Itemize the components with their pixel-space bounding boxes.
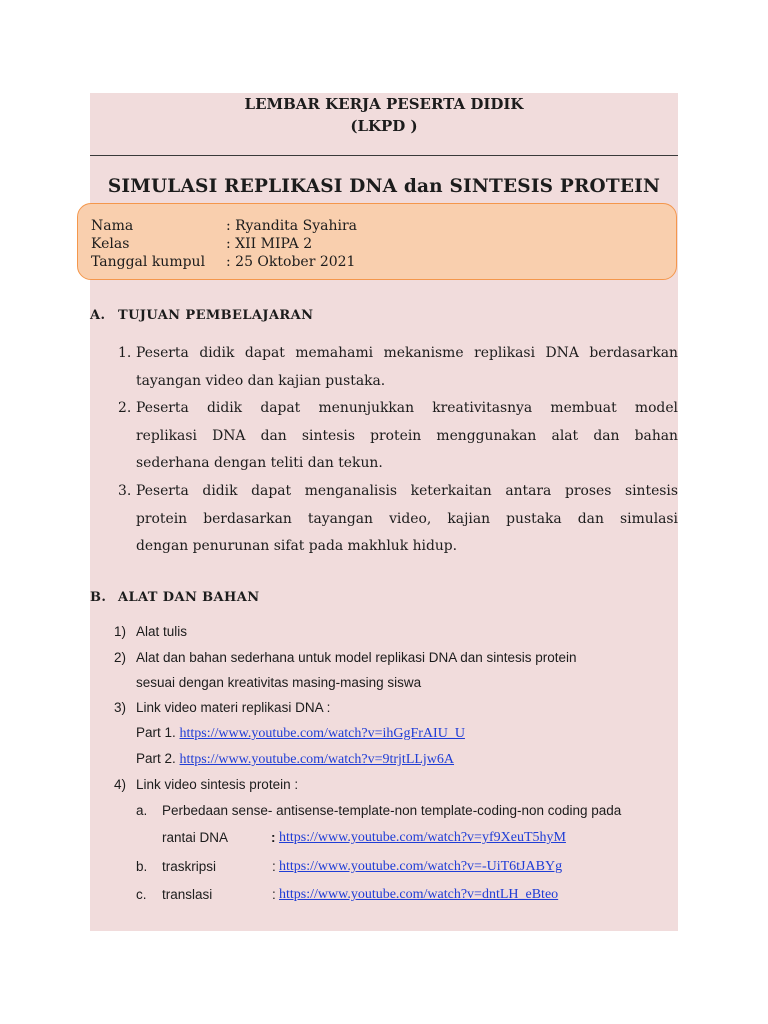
identity-label: Nama bbox=[91, 218, 134, 234]
header-line-2: (LKPD ) bbox=[350, 117, 418, 135]
material-item: Link video sintesis protein : bbox=[136, 777, 299, 792]
material-item: Alat tulis bbox=[136, 624, 188, 639]
material-item: Alat dan bahan sederhana untuk model replikasi DNA dan sintesis protein bbox=[136, 650, 577, 665]
header-line-1: LEMBAR KERJA PESERTA DIDIK bbox=[244, 95, 524, 113]
sub-item-text: Perbedaan sense- antisense-template-non template-coding-non coding pada bbox=[162, 803, 622, 818]
replication-part-1-link[interactable]: https://www.youtube.com/watch?v=ihGgFrAIU_U bbox=[179, 726, 465, 741]
replication-part-2: Part 2. https://www.youtube.com/watch?v=9trjtLLjw6A bbox=[136, 751, 455, 767]
replication-part-1: Part 1. https://www.youtube.com/watch?v=ihGgFrAIU_U bbox=[136, 725, 465, 741]
identity-label: Kelas bbox=[91, 236, 130, 252]
identity-value: : 25 Oktober 2021 bbox=[226, 254, 356, 270]
sense-antisense-video-link[interactable]: https://www.youtube.com/watch?v=yf9XeuT5hyM bbox=[279, 830, 566, 845]
objective-item: 2. Peserta didik dapat menunjukkan kreativitasnya membuat model replikasi DNA dan sintesis protein menggunakan alat dan bahan sederhana dengan teliti dan tekun. bbox=[118, 400, 678, 471]
worksheet-title: SIMULASI REPLIKASI DNA dan SINTESIS PROTEIN bbox=[107, 176, 661, 197]
translation-video-link[interactable]: https://www.youtube.com/watch?v=dntLH_eBteo bbox=[279, 887, 559, 902]
material-item: Link video materi replikasi DNA : bbox=[136, 700, 331, 715]
header-divider bbox=[90, 155, 678, 156]
identity-label: Tanggal kumpul bbox=[91, 254, 206, 270]
student-identity-box bbox=[77, 203, 677, 280]
objective-item: 3. Peserta didik dapat menganalisis keterkaitan antara proses sintesis protein berdasarkan tayangan video, kajian pustaka dan simulasi dengan penurunan sifat pada makhluk hidup. bbox=[118, 483, 678, 554]
identity-value: : Ryandita Syahira bbox=[226, 218, 357, 234]
identity-value: : XII MIPA 2 bbox=[226, 236, 313, 252]
sub-item-text: rantai DNA bbox=[162, 830, 229, 845]
sub-item-text: traskripsi bbox=[162, 859, 217, 874]
worksheet-page: LEMBAR KERJA PESERTA DIDIK (LKPD ) SIMULASI REPLIKASI DNA dan SINTESIS PROTEIN Nama : Ryandita Syahira Kelas : XII MIPA 2 Tanggal kumpul : 25 Oktober 2021 A. TUJUAN PEMBELAJARAN 1. Peserta didik dapat memahami mekanisme replikasi DNA berdasarkan tayangan video dan kajian pustaka. 2. Peserta didik dapat menunjukkan kreativitasnya membuat model replikasi DNA dan sintesis protein menggunakan alat dan bahan sederhana dengan teliti dan tekun. 3. Peserta didik dapat menganalisis keterkaitan antara proses sintesis protein berdasarkan tayangan video, kajian pustaka dan simulasi dengan penurunan sifat pada makhluk hidup. B. ALAT DAN BAHAN 1) Alat tulis 2) Alat dan bahan sederhana untuk model replikasi DNA dan sintesis protein sesuai dengan kreativitas masing-masing siswa 3) Link video materi replikasi DNA : Part 1. https://www.youtube.com/watch?v=ihGgFrAIU_U Part 2. https://www.youtube.com/watch?v=9trjtLLjw6A 4) Link video sintesis protein : a. Perbedaan sense- antisense-template-non template-coding-non coding pada rantai DNA : https://www.youtube.com/watch?v=yf9XeuT5hyM b. traskripsi : https://www.youtube.com/watch?v=-UiT6tJABYg c. translasi : https://www.youtube.com/watch?v=dntLH_eBteo bbox=[90, 93, 678, 931]
replication-part-2-link[interactable]: https://www.youtube.com/watch?v=9trjtLLjw6A bbox=[179, 752, 455, 767]
sub-item-text: translasi bbox=[162, 887, 213, 902]
material-item-continued: sesuai dengan kreativitas masing-masing siswa bbox=[136, 675, 422, 690]
transcription-video-link[interactable]: https://www.youtube.com/watch?v=-UiT6tJABYg bbox=[279, 859, 563, 874]
objective-item: 1. Peserta didik dapat memahami mekanisme replikasi DNA berdasarkan tayangan video dan kajian pustaka. bbox=[118, 345, 678, 389]
